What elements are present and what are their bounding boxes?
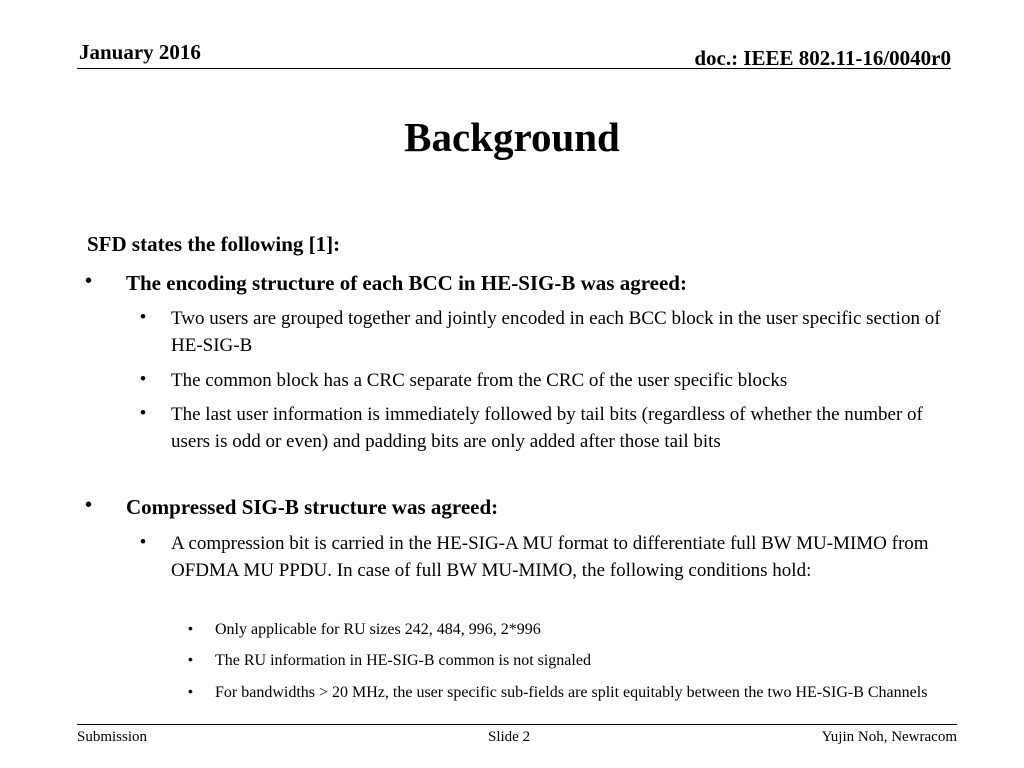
list-item: The RU information in HE-SIG-B common is not signaled	[215, 652, 591, 669]
bullet-icon: •	[140, 369, 146, 388]
list-item: For bandwidths > 20 MHz, the user specific sub-fields are split equitably between the two HE-SIG-B Channels	[215, 684, 928, 701]
footer-divider	[77, 724, 957, 725]
list-item: The common block has a CRC separate from the CRC of the user specific blocks	[171, 370, 788, 391]
list-item: The last user information is immediately followed by tail bits (regardless of whether the number of users is odd or even) and padding bits are only added after those tail bits	[171, 404, 923, 452]
bullet-icon: •	[188, 651, 193, 667]
bullet-icon: •	[85, 270, 93, 292]
bullet-icon: •	[140, 403, 146, 422]
header-doc-id: doc.: IEEE 802.11-16/0040r0	[694, 46, 951, 70]
list-item: Two users are grouped together and jointly encoded in each BCC block in the user specific section of HE-SIG-B	[171, 308, 941, 356]
list-item: Compressed SIG-B structure was agreed:	[126, 495, 499, 519]
list-item: Only applicable for RU sizes 242, 484, 996, 2*996	[215, 621, 541, 638]
list-item: A compression bit is carried in the HE-SIG-A MU format to differentiate full BW MU-MIMO from OFDMA MU PPDU. In case of full BW MU-MIMO, the following conditions hold:	[171, 533, 929, 581]
intro-text: SFD states the following [1]:	[87, 232, 341, 256]
bullet-icon: •	[188, 683, 193, 699]
bullet-icon: •	[140, 532, 146, 551]
bullet-icon: •	[85, 494, 93, 516]
footer-submission: Submission	[77, 729, 148, 745]
bullet-icon: •	[140, 307, 146, 326]
footer-slide-number: Slide 2	[488, 729, 531, 745]
list-item: The encoding structure of each BCC in HE-SIG-B was agreed:	[126, 271, 687, 295]
slide-title: Background	[404, 114, 620, 160]
header-date: January 2016	[79, 40, 201, 64]
bullet-icon: •	[188, 620, 193, 636]
footer-author: Yujin Noh, Newracom	[821, 729, 957, 745]
